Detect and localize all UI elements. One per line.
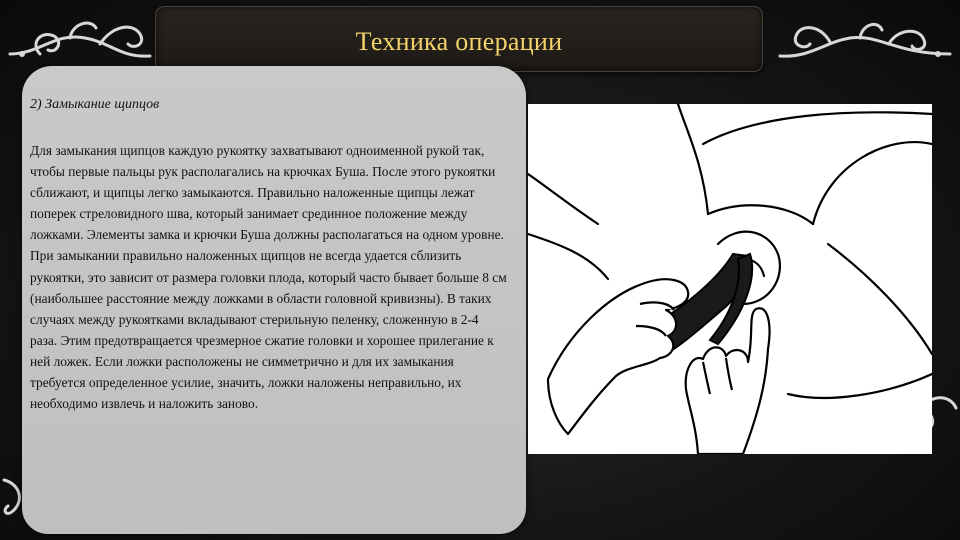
title-bar bbox=[155, 6, 763, 72]
illustration-drawing bbox=[528, 104, 932, 454]
top-right-flourish-icon bbox=[770, 2, 960, 72]
forceps-closure-illustration bbox=[528, 104, 932, 454]
body-paragraph: Для замыкания щипцов каждую рукоятку захватывают одноименной рукой так, чтобы первые пальцы рук располагались на крючках Буша. После этого рукоятки сближают, и щипцы легко замыкаются. Правильно наложенные щипцы лежат поперек стреловидного шва, который занимает срединное положение между ложками. Элементы замка и крючки Буша должны располагаться на одном уровне. При замыкании правильно наложенных щипцов не всегда удается сблизить рукоятки, это зависит от размера головки плода, который часто бывает больше 8 см (наибольшее расстояние между ложками в области головной кривизны). В таких случаях между рукоятками вкладывают стерильную пеленку, сложенную в 2-4 раза. Этим предотвращается чрезмерное сжатие головки и хорошее прилегание к ней ложек. Если ложки расположены не симметрично и для их замыкания требуется определенное усилие, значить, ложки наложены неправильно, их необходимо извлечь и наложить заново. bbox=[30, 143, 507, 412]
slide-title: Техника операции bbox=[355, 27, 563, 56]
section-subheading: 2) Замыкание щипцов bbox=[30, 97, 160, 112]
top-left-flourish-icon bbox=[0, 2, 160, 72]
